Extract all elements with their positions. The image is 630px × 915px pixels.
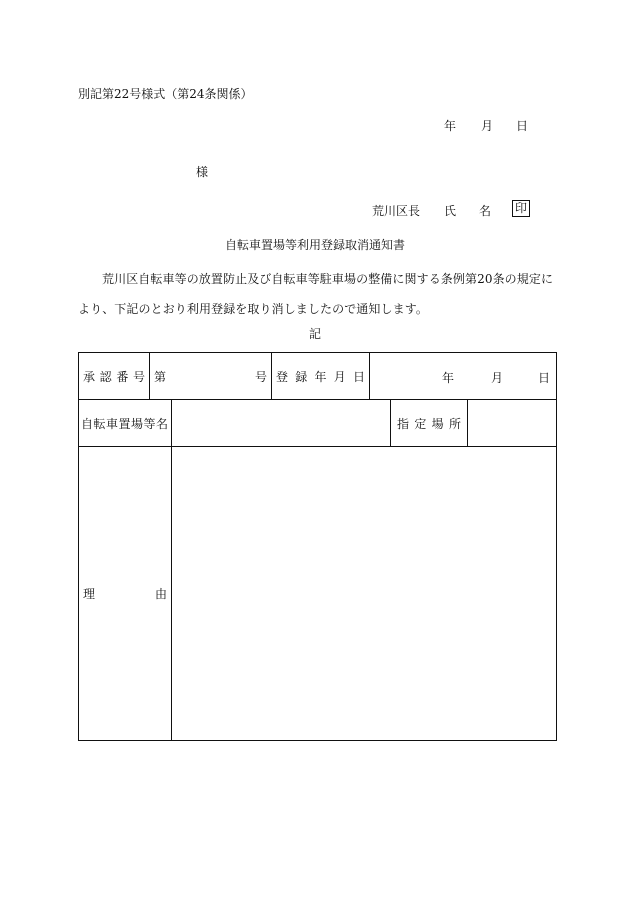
reg-date-field[interactable] xyxy=(370,353,557,400)
no-prefix: 第 xyxy=(154,369,167,384)
name-label-2: 名 xyxy=(479,204,492,218)
reg-day-label: 日 xyxy=(538,371,551,385)
approval-no-field[interactable] xyxy=(150,353,272,400)
parking-name-field[interactable] xyxy=(172,400,391,447)
issue-year-label: 年 xyxy=(444,119,457,133)
seal-mark: 印 xyxy=(512,200,530,217)
reason-field[interactable] xyxy=(172,447,557,741)
ki-heading: 記 xyxy=(308,327,321,341)
form-id: 別記第22号様式（第24条関係） xyxy=(78,87,253,101)
sender-office: 荒川区長 xyxy=(372,204,421,218)
document-title: 自転車置場等利用登録取消通知書 xyxy=(224,238,405,252)
reason-label: 理 由 xyxy=(79,447,172,741)
issue-day-label: 日 xyxy=(516,119,529,133)
reg-month-label: 月 xyxy=(491,371,504,385)
table-row xyxy=(79,447,557,741)
designated-place-field[interactable] xyxy=(468,400,557,447)
issue-month-label: 月 xyxy=(481,119,494,133)
table-row xyxy=(79,400,557,447)
name-label-1: 氏 xyxy=(444,204,457,218)
addressee-honorific: 様 xyxy=(196,165,209,179)
body-text: 荒川区自転車等の放置防止及び自転車等駐車場の整備に関する条例第20条の規定により、下記のとおり利用登録を取り消しましたので通知します。 xyxy=(78,272,554,316)
designated-place-label: 指 定 場 所 xyxy=(391,400,468,447)
approval-no-label: 承 認 番 号 xyxy=(79,353,150,400)
table-row xyxy=(79,353,557,400)
parking-name-label: 自転車置場等名 xyxy=(79,400,172,447)
reg-date-label: 登 録 年 月 日 xyxy=(272,353,370,400)
form-table xyxy=(78,352,557,741)
reg-year-label: 年 xyxy=(442,371,455,385)
no-suffix: 号 xyxy=(254,369,267,384)
